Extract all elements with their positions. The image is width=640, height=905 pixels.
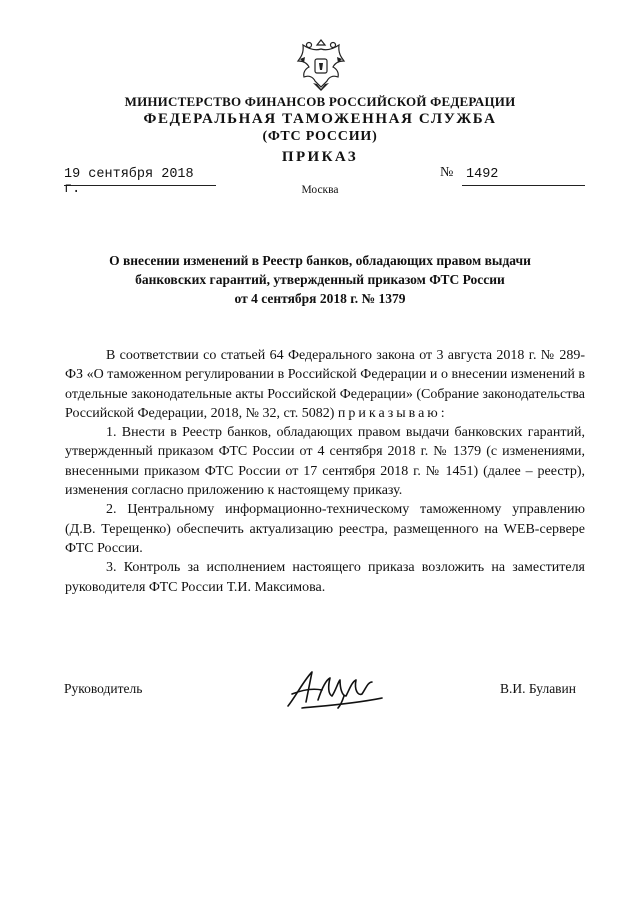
ministry-name: МИНИСТЕРСТВО ФИНАНСОВ РОССИЙСКОЙ ФЕДЕРАЦИИ	[124, 94, 516, 109]
item-3: 3. Контроль за исполнением настоящего приказа возложить на заместителя руководителя ФТС России Т.И. Максимова.	[65, 560, 585, 595]
number-sign: №	[440, 165, 454, 180]
order-body	[65, 346, 585, 597]
item-2: 2. Центральному информационно-техническому таможенному управлению (Д.В. Терещенко) обеспечить актуализацию реестра, размещенного на WEB-сервере ФТС России.	[65, 502, 585, 556]
order-number-value: 1492	[466, 167, 499, 182]
preamble-paragraph	[65, 346, 585, 423]
order-date: 19 сентября 2018 г.	[64, 167, 216, 186]
document-type: ПРИКАЗ	[281, 149, 359, 165]
state-emblem-icon	[295, 37, 347, 93]
preamble-text: В соответствии со статьей 64 Федерального закона от 3 августа 2018 г. № 289-ФЗ «О таможенном регулировании в Российской Федерации и о внесении изменений в отдельные законодательные акты Российской Федерации» (Собрание законодательства Российской Федерации, 2018, № 32, ст. 5082)	[65, 348, 585, 421]
order-word: приказываю:	[337, 405, 448, 421]
signatory-role: Руководитель	[64, 681, 143, 696]
order-subject	[85, 251, 555, 308]
signature-icon	[282, 666, 390, 710]
service-name: ФЕДЕРАЛЬНАЯ ТАМОЖЕННАЯ СЛУЖБА	[143, 111, 497, 127]
service-short-name: (ФТС РОССИИ)	[262, 129, 378, 144]
subject-line-1: О внесении изменений в Реестр банков, обладающих правом выдачи	[109, 253, 531, 268]
item-1: 1. Внести в Реестр банков, обладающих правом выдачи банковских гарантий, утвержденный приказом ФТС России от 4 сентября 2018 г. № 1379 (с изменениями, внесенными приказом ФТС России от 17 сентября 2018 г. № 1451) (далее – реестр), изменения согласно приложению к настоящему приказу.	[65, 425, 585, 499]
subject-line-3: от 4 сентября 2018 г. № 1379	[234, 291, 406, 306]
place: Москва	[301, 184, 339, 196]
signatory-name: В.И. Булавин	[500, 681, 577, 696]
subject-line-2: банковских гарантий, утвержденный приказом ФТС России	[135, 272, 505, 287]
